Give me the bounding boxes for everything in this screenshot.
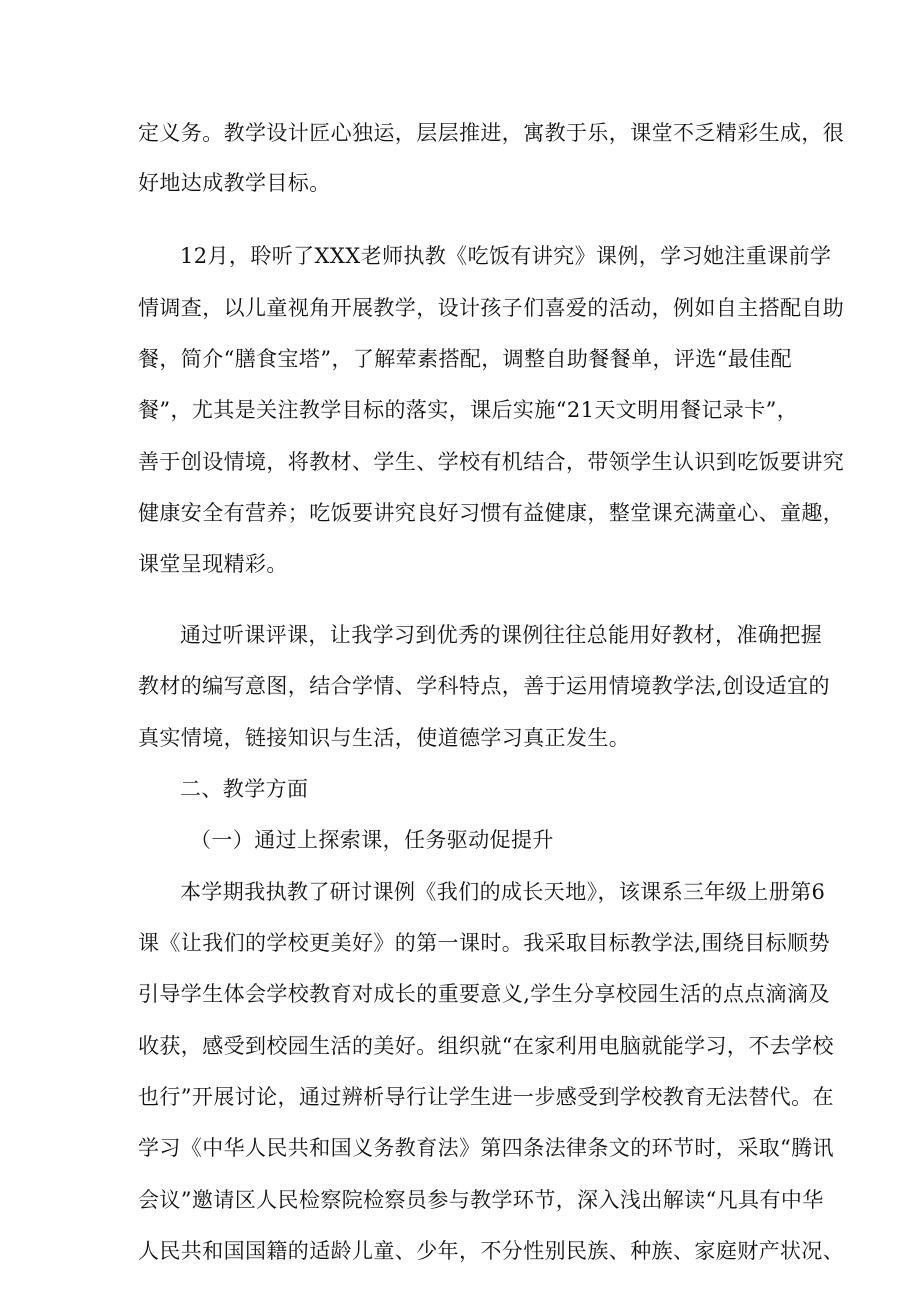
- section-heading: 二、教学方面: [180, 777, 309, 801]
- text-line: 学习《中华人民共和国义务教育法》第四条法律条文的环节时，采取“腾讯: [138, 1136, 834, 1160]
- text-line: 也行”开展讨论，通过辨析导行让学生进一步感受到学校教育无法替代。在: [138, 1085, 834, 1109]
- text-line: 情调查，以儿童视角开展教学，设计孩子们喜爱的活动，例如自主搭配自助: [138, 296, 845, 320]
- text-line: 健康安全有营养；吃饭要讲究良好习惯有益健康，整堂课充满童心、童趣，: [138, 501, 845, 525]
- text-line: 课《让我们的学校更美好》的第一课时。我采取目标教学法,围绕目标顺势: [138, 931, 830, 955]
- subsection-heading: （一）通过上探索课，任务驱动促提升: [190, 828, 554, 852]
- text-line: 课堂呈现精彩。: [138, 552, 288, 576]
- text-line: 餐，简介“膳食宝塔”，了解荤素搭配，调整自助餐餐单，评选“最佳配: [138, 347, 793, 371]
- text-line: 会议”邀请区人民检察院检察员参与教学环节，深入浅出解读“凡具有中华: [138, 1188, 824, 1212]
- text-line: 餐”，尤其是关注教学目标的落实，课后实施“21天文明用餐记录卡”，: [138, 398, 799, 422]
- text-line: 引导学生体会学校教育对成长的重要意义,学生分享校园生活的点点滴滴及: [138, 982, 830, 1006]
- text-line: 真实情境，链接知识与生活，使道德学习真正发生。: [138, 726, 631, 750]
- text-line: 通过听课评课，让我学习到优秀的课例往往总能用好教材，准确把握: [180, 623, 822, 647]
- text-line: 本学期我执教了研讨课例《我们的成长天地》，该课系三年级上册第6: [180, 880, 826, 904]
- text-line: 好地达成教学目标。: [138, 171, 331, 195]
- text-line: 教材的编写意图，结合学情、学科特点，善于运用情境教学法,创设适宜的: [138, 674, 830, 698]
- text-line: 定义务。教学设计匠心独运，层层推进，寓教于乐，课堂不乏精彩生成，很: [138, 121, 845, 145]
- text-line: 人民共和国国籍的适龄儿童、少年，不分性别民族、种族、家庭财产状况、: [138, 1239, 845, 1263]
- text-line: 12月，聆听了XXX老师执教《吃饭有讲究》课例，学习她注重课前学: [180, 244, 832, 268]
- text-line: 善于创设情境，将教材、学生、学校有机结合，带领学生认识到吃饭要讲究: [138, 450, 845, 474]
- text-line: 收获，感受到校园生活的美好。组织就“在家利用电脑就能学习，不去学校: [138, 1034, 834, 1058]
